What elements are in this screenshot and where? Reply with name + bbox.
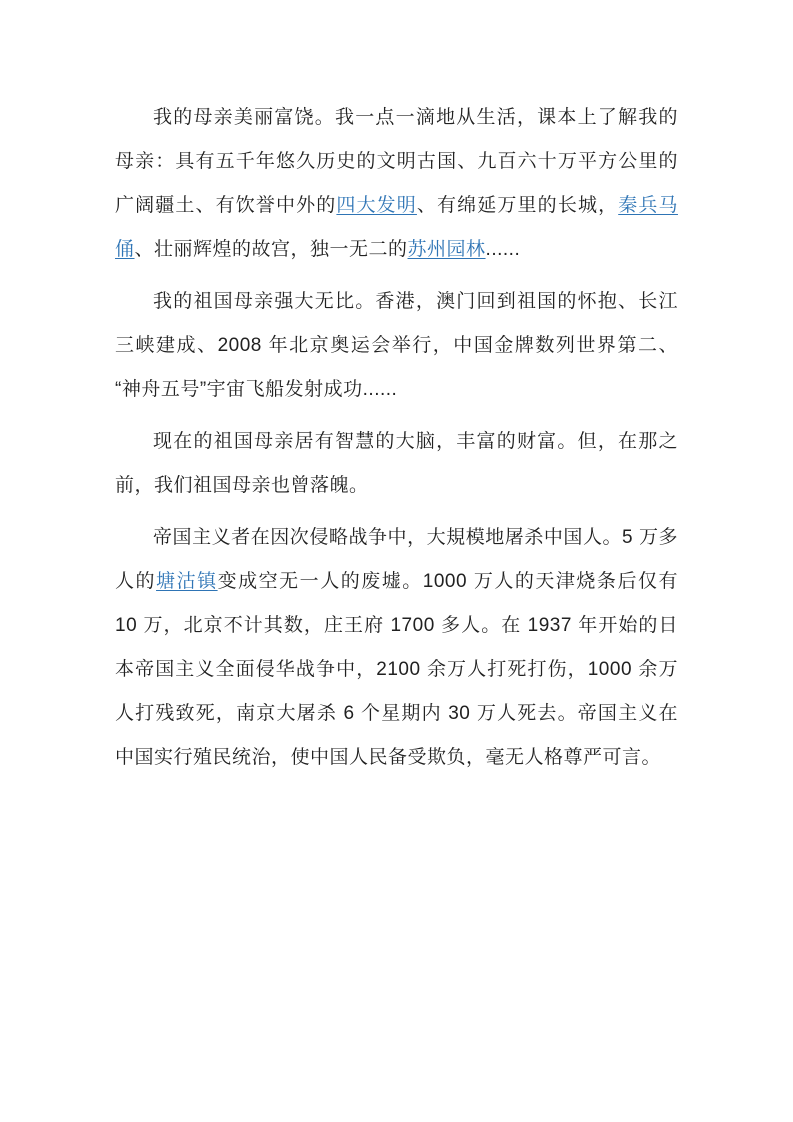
paragraph-motherland-now [115,420,678,508]
paragraph-text: 我的祖国母亲强大无比。香港，澳门回到祖国的怀抱、长江三峡建成、2008 年北京奥运会举行，中国金牌数列世界第二、 “神舟五号”宇宙飞船发射成功...... [115,291,678,400]
paragraph-text: 、壮丽辉煌的故宫，独一无二的 [134,239,408,260]
hyperlink-tanggu-town[interactable]: 塘沽镇 [156,571,218,592]
paragraph-text: 、有绵延万里的长城， [416,195,619,216]
hyperlink-suzhou-gardens[interactable]: 苏州园林 [407,239,486,260]
paragraph-motherland-strong [115,280,678,412]
paragraph-text: 现在的祖国母亲居有智慧的大脑，丰富的财富。但，在那之前，我们祖国母亲也曾落魄。 [115,431,678,496]
paragraph-text: ...... [485,239,521,260]
paragraph-text: 帝国主义者在因次侵略战争中，大規模地屠杀中国人。5 万多人的 [115,527,678,592]
paragraph-text: 我的母亲美丽富饶。我一点一滴地从生活，课本上了解我的母亲：具有五千年悠久历史的文明古国、九百六十万平方公里的广阔疆土、有饮誉中外的 [115,107,678,216]
paragraph-mother-beautiful [115,96,678,272]
paragraph-imperialism-history [115,516,678,780]
hyperlink-four-great-inventions[interactable]: 四大发明 [336,195,417,216]
paragraph-text: 变成空无一人的废墟。1000 万人的天津烧条后仅有 10 万，北京不计其数，庄王府 1700 多人。在 1937 年开始的日本帝国主义全面侵华战争中，2100 余万人打死打伤，1000 余万人打残致死，南京大屠杀 6 个星期内 30 万人死去。帝国主义在中国实行殖民统治，使中国人民备受欺负，毫无人格尊严可言。 [115,571,678,768]
hyperlink-terracotta-warriors[interactable]: 秦兵马俑 [115,195,678,260]
